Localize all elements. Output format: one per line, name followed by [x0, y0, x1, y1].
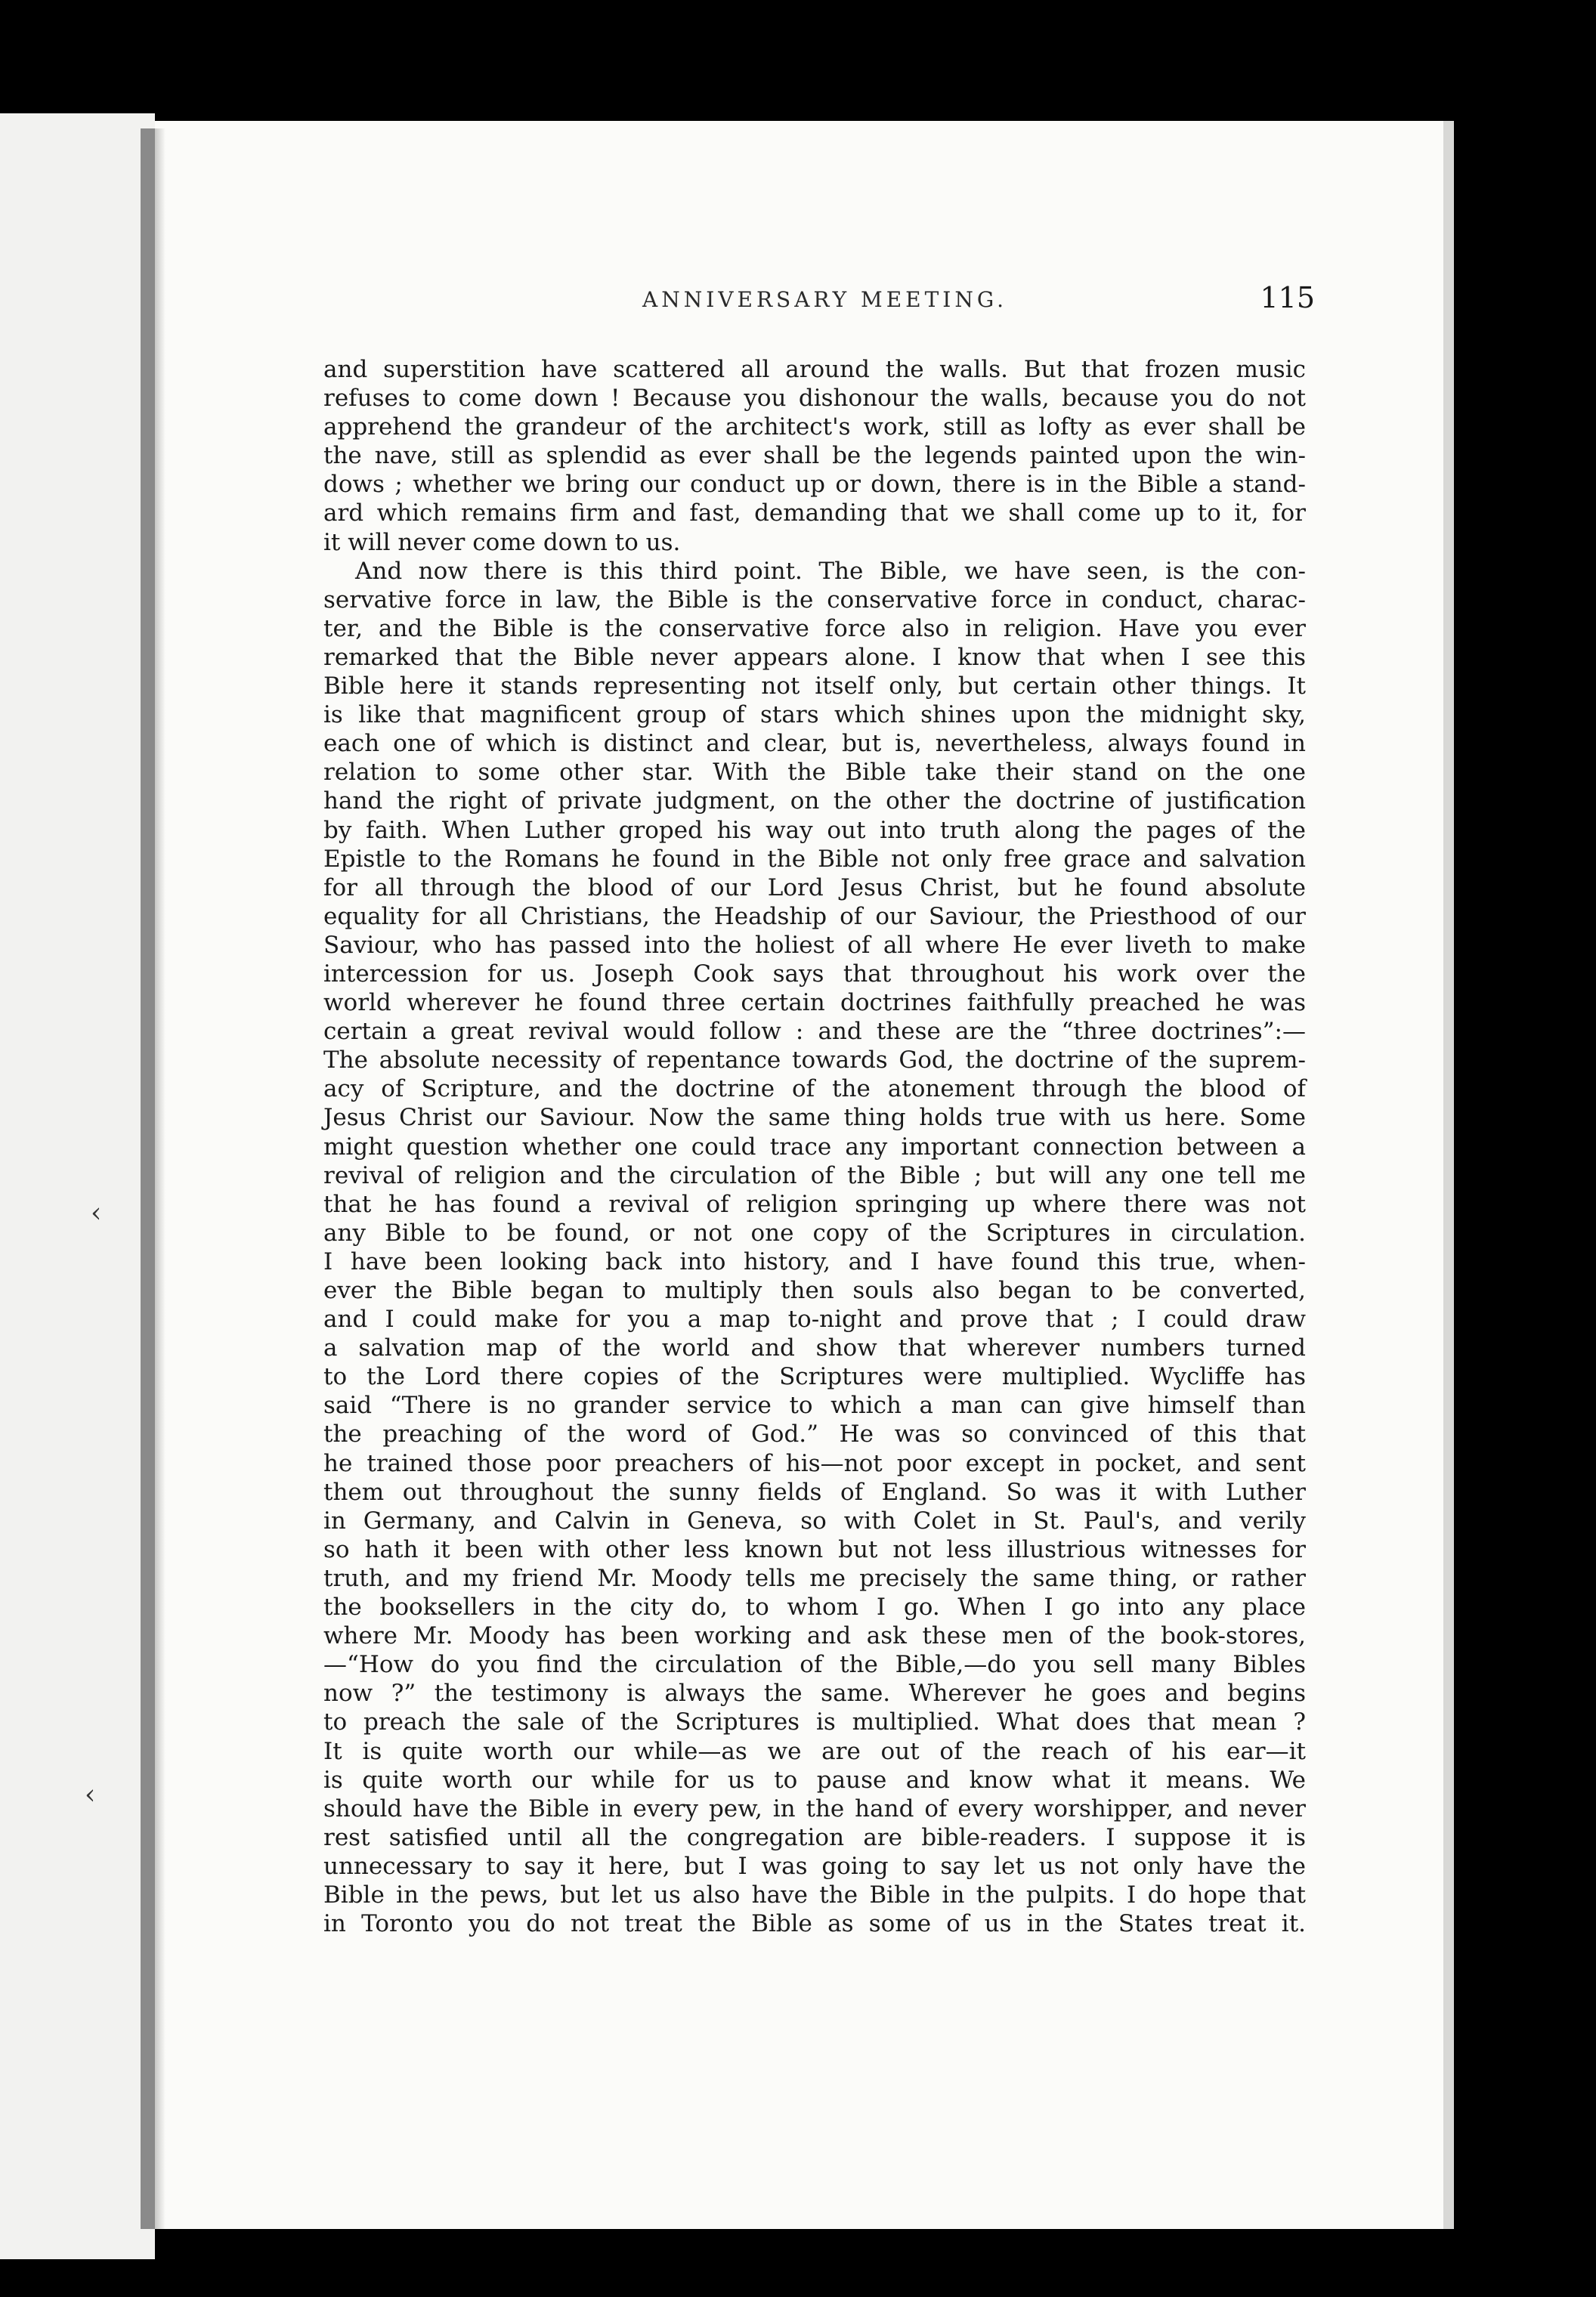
text-line: and I could make for you a map to-night and prove that ; I could draw	[323, 1306, 1306, 1334]
text-line: unnecessary to say it here, but I was going to say let us not only have the	[323, 1852, 1306, 1880]
text-line: acy of Scripture, and the doctrine of the atonement through the blood of	[323, 1075, 1306, 1103]
page-body-text	[323, 355, 1306, 1938]
book-binding-gutter	[141, 128, 156, 2229]
text-line: the preaching of the word of God.” He was so convinced of this that	[323, 1421, 1306, 1448]
text-line: should have the Bible in every pew, in the hand of every worshipper, and never	[323, 1795, 1306, 1822]
gutter-shadow	[155, 128, 165, 2229]
text-line: ter, and the Bible is the conservative force also in religion. Have you ever	[323, 614, 1306, 642]
text-line: Epistle to the Romans he found in the Bible not only free grace and salvation	[323, 845, 1306, 873]
page-number: 115	[1260, 281, 1315, 314]
text-line: and superstition have scattered all around the walls. But that frozen music	[323, 356, 1306, 383]
text-line: might question whether one could trace any important connection between a	[323, 1133, 1306, 1161]
text-line: in Toronto you do not treat the Bible as some of us in the States treat it.	[323, 1910, 1306, 1938]
text-line: now ?” the testimony is always the same. Wherever he goes and begins	[323, 1680, 1306, 1708]
text-line: any Bible to be found, or not one copy of the Scriptures in circulation.	[323, 1219, 1306, 1247]
running-head	[453, 281, 1315, 326]
text-line: ard which remains firm and fast, demanding that we shall come up to it, for	[323, 499, 1306, 527]
text-line: Saviour, who has passed into the holiest of all where He ever liveth to make	[323, 931, 1306, 959]
text-line: revival of religion and the circulation of the Bible ; but will any one tell me	[323, 1161, 1306, 1189]
text-line: he trained those poor preachers of his—not poor except in pocket, and sent	[323, 1449, 1306, 1477]
text-line: by faith. When Luther groped his way out into truth along the pages of the	[323, 816, 1306, 844]
text-line: in Germany, and Calvin in Geneva, so with Colet in St. Paul's, and verily	[323, 1507, 1306, 1535]
margin-mark: ‹	[91, 1198, 102, 1229]
text-line: ever the Bible began to multiply then souls also began to be converted,	[323, 1277, 1306, 1304]
text-line: It is quite worth our while—as we are out of the reach of his ear—it	[323, 1737, 1306, 1765]
text-line: to the Lord there copies of the Scriptures were multiplied. Wycliffe has	[323, 1363, 1306, 1391]
text-line: said “There is no grander service to which a man can give himself than	[323, 1392, 1306, 1420]
margin-mark: ‹	[85, 1779, 96, 1810]
text-line: The absolute necessity of repentance towards God, the doctrine of the suprem-	[323, 1046, 1306, 1074]
text-line: is quite worth our while for us to pause and know what it means. We	[323, 1766, 1306, 1794]
text-line: where Mr. Moody has been working and ask these men of the book-stores,	[323, 1622, 1306, 1650]
text-line: truth, and my friend Mr. Moody tells me precisely the same thing, or rather	[323, 1564, 1306, 1592]
text-line: I have been looking back into history, and I have found this true, when-	[323, 1247, 1306, 1275]
text-line: world wherever he found three certain doctrines faithfully preached he was	[323, 989, 1306, 1017]
text-line: Jesus Christ our Saviour. Now the same thing holds true with us here. Some	[323, 1104, 1306, 1132]
text-line: it will never come down to us.	[323, 528, 681, 556]
text-line: rest satisfied until all the congregation are bible-readers. I suppose it is	[323, 1823, 1306, 1851]
text-line: And now there is this third point. The Bible, we have seen, is the con-	[355, 557, 1306, 585]
text-line: certain a great revival would follow : and these are the “three doctrines”:—	[323, 1018, 1306, 1046]
text-line: hand the right of private judgment, on the other the doctrine of justification	[323, 787, 1306, 815]
text-line: them out throughout the sunny fields of England. So was it with Luther	[323, 1478, 1306, 1506]
text-line: to preach the sale of the Scriptures is multiplied. What does that mean ?	[323, 1708, 1306, 1736]
text-line: servative force in law, the Bible is the conservative force in conduct, charac-	[323, 586, 1306, 614]
text-line: dows ; whether we bring our conduct up or down, there is in the Bible a stand-	[323, 471, 1306, 499]
text-line: Bible here it stands representing not itself only, but certain other things. It	[323, 672, 1306, 700]
text-line: Bible in the pews, but let us also have the Bible in the pulpits. I do hope that	[323, 1881, 1306, 1909]
text-line: the booksellers in the city do, to whom I go. When I go into any place	[323, 1594, 1306, 1622]
text-line: —“How do you find the circulation of the Bible,—do you sell many Bibles	[323, 1651, 1306, 1679]
text-line: a salvation map of the world and show that wherever numbers turned	[323, 1334, 1306, 1362]
text-line: refuses to come down ! Because you dishonour the walls, because you do not	[323, 385, 1306, 413]
text-line: relation to some other star. With the Bible take their stand on the one	[323, 759, 1306, 787]
text-line: that he has found a revival of religion springing up where there was not	[323, 1190, 1306, 1218]
text-line: remarked that the Bible never appears alone. I know that when I see this	[323, 643, 1306, 671]
previous-page-edge	[0, 113, 155, 2259]
text-line: is like that magnificent group of stars which shines upon the midnight sky,	[323, 701, 1306, 729]
text-line: the nave, still as splendid as ever shall be the legends painted upon the win-	[323, 442, 1306, 470]
text-line: each one of which is distinct and clear, but is, nevertheless, always found in	[323, 730, 1306, 758]
text-line: apprehend the grandeur of the architect's work, still as lofty as ever shall be	[323, 413, 1306, 441]
text-line: intercession for us. Joseph Cook says that throughout his work over the	[323, 960, 1306, 988]
running-title: ANNIVERSARY MEETING.	[642, 287, 1008, 312]
page-edge	[1443, 121, 1454, 2229]
text-line: for all through the blood of our Lord Jesus Christ, but he found absolute	[323, 873, 1306, 901]
text-line: equality for all Christians, the Headship of our Saviour, the Priesthood of our	[323, 902, 1306, 930]
text-line: so hath it been with other less known but not less illustrious witnesses for	[323, 1535, 1306, 1563]
